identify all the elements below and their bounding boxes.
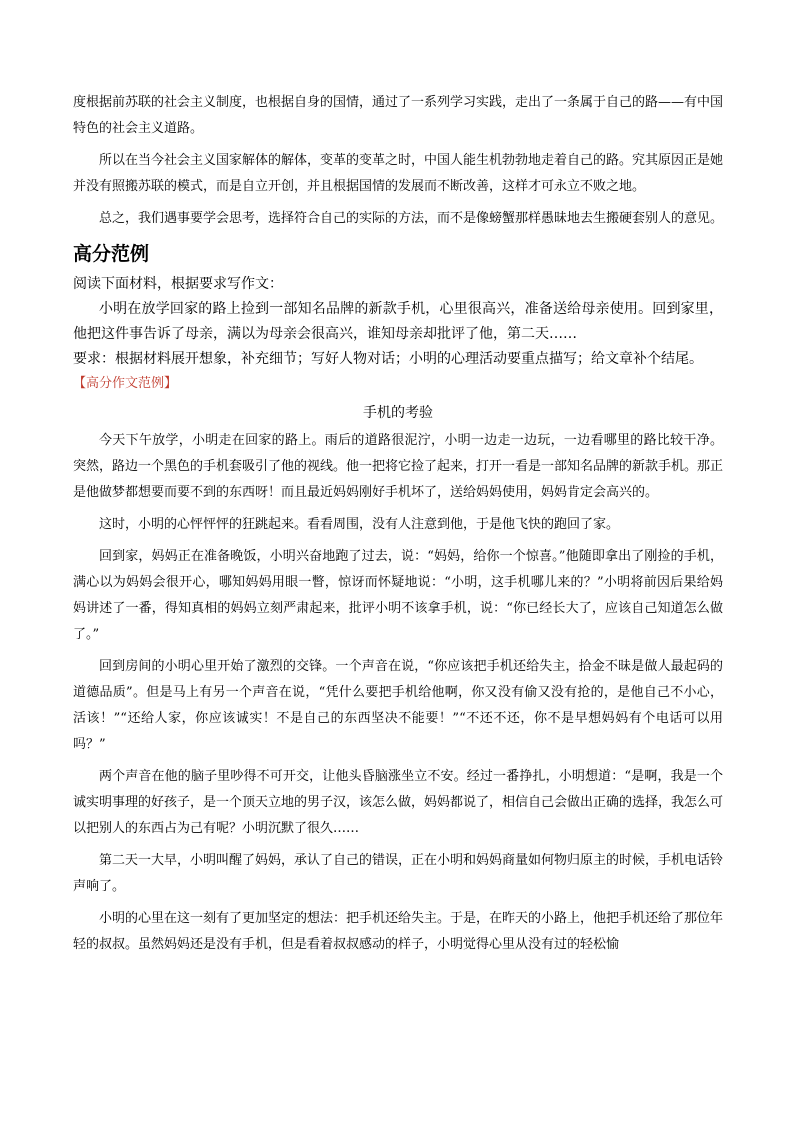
essay-paragraph-2: 这时，小明的心怦怦怦的狂跳起来。看看周围，没有人注意到他，于是他飞快的跑回了家。 — [99, 517, 620, 532]
essay-paragraph-4: 回到房间的小明心里开始了激烈的交锋。一个声音在说，“你应该把手机还给失主，拾金不昧是做人最起码的道德品质”。但是马上有另一个声音在说，“凭什么要把手机给他啊，你又没有偷又没有抢的，是他自己不小心，活该！”“还给人家，你应该诚实！不是自己的东西坚决不能要！”“不还不还，你不是早想妈妈有个电话可以用吗？” — [73, 659, 723, 752]
intro-paragraph-1: 度根据前苏联的社会主义制度，也根据自身的国情，通过了一系列学习实践，走出了一条属于自己的路——有中国特色的社会主义道路。 — [73, 95, 724, 136]
essay-title: 手机的考验 — [363, 405, 433, 421]
essay-paragraph-6: 第二天一大早，小明叫醒了妈妈，承认了自己的错误，正在小明和妈妈商量如何物归原主的时候，手机电话铃声响了。 — [73, 853, 724, 894]
section-heading: 高分范例 — [73, 243, 150, 265]
task-lead: 阅读下面材料，根据要求写作文： — [73, 276, 283, 292]
task-requirement: 要求：根据材料展开想象，补充细节；写好人物对话；小明的心理活动要重点描写；给文章补个结尾。 — [73, 351, 703, 367]
essay-paragraph-1: 今天下午放学，小明走在回家的路上。雨后的道路很泥泞，小明一边走一边玩，一边看哪里的路比较干净。 突然，路边一个黑色的手机套吸引了他的视线。他一把将它捡了起来，打开一看是一部知名品牌的新款手机。那正是他做梦都想要而要不到的东西呀！而且最近妈妈刚好手机坏了，送给妈妈使用，妈妈肯定会高兴的。 — [73, 433, 724, 500]
intro-paragraph-2: 所以在当今社会主义国家解体的解体，变革的变革之时，中国人能生机勃勃地走着自己的路。究其原因正是她并没有照搬苏联的模式，而是自立开创，并且根据国情的发展而不断改善，这样才可永立不败之地。 — [73, 153, 724, 194]
sample-label: 【高分作文范例】 — [73, 376, 178, 391]
document-body — [73, 90, 723, 958]
essay-paragraph-7: 小明的心里在这一刻有了更加坚定的想法：把手机还给失主。于是，在昨天的小路上，他把手机还给了那位年轻的叔叔。虽然妈妈还是没有手机，但是看着叔叔感动的样子，小明觉得心里从没有过的轻松愉 — [73, 911, 724, 952]
essay-paragraph-5: 两个声音在他的脑子里吵得不可开交，让他头昏脑涨坐立不安。经过一番挣扎，小明想道：“是啊，我是一个诚实明事理的好孩子，是一个顶天立地的男子汉，该怎么做，妈妈都说了，相信自己会做出正确的选择，我怎么可以把别人的东西占为己有呢？小明沉默了很久…… — [73, 769, 724, 836]
task-material: 小明在放学回家的路上捡到一部知名品牌的新款手机，心里很高兴，准备送给母亲使用。回到家里，他把这件事告诉了母亲，满以为母亲会很高兴，谁知母亲却批评了他，第二天…… — [73, 301, 723, 342]
intro-paragraph-3: 总之，我们遇事要学会思考，选择符合自己的实际的方法，而不是像螃蟹那样愚昧地去生搬硬套别人的意见。 — [99, 211, 724, 226]
essay-paragraph-3: 回到家，妈妈正在准备晚饭，小明兴奋地跑了过去，说：“妈妈，给你一个惊喜。”他随即拿出了刚捡的手机，满心以为妈妈会很开心，哪知妈妈用眼一瞥，惊讶而怀疑地说：“小明，这手机哪儿来的？”小明将前因后果给妈妈讲述了一番，得知真相的妈妈立刻严肃起来，批评小明不该拿手机，说：“你已经长大了，应该自己知道怎么做了。” — [73, 549, 723, 642]
